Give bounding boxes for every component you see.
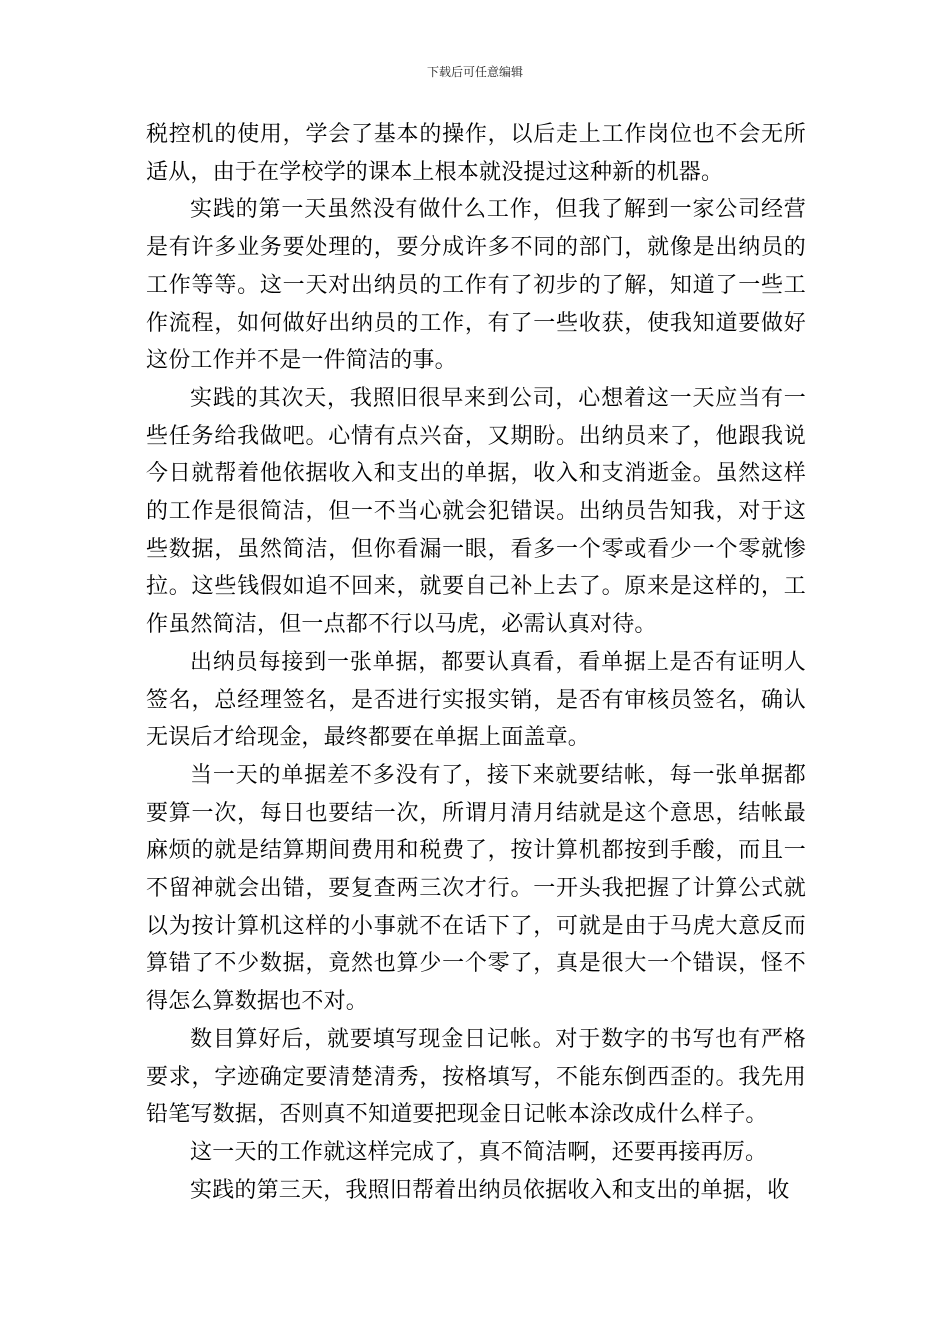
paragraph-1: 税控机的使用，学会了基本的操作，以后走上工作岗位也不会无所适从，由于在学校学的课本上根本就没提过这种新的机器。 xyxy=(146,122,806,185)
paragraph-4: 出纳员每接到一张单据，都要认真看，看单据上是否有证明人签名，总经理签名，是否进行实报实销，是否有审核员签名，确认无误后才给现金，最终都要在单据上面盖章。 xyxy=(146,649,806,751)
paragraph-5: 当一天的单据差不多没有了，接下来就要结帐，每一张单据都要算一次，每日也要结一次，所谓月清月结就是这个意思，结帐最麻烦的就是结算期间费用和税费了，按计算机都按到手酸，而且一不留神就会出错，要复查两三次才行。一开头我把握了计算公式就以为按计算机这样的小事就不在话下了，可就是由于马虎大意反而算错了不少数据，竟然也算少一个零了，真是很大一个错误，怪不得怎么算数据也不对。 xyxy=(146,762,806,1015)
document-body xyxy=(146,116,806,1209)
paragraph-6: 数目算好后，就要填写现金日记帐。对于数字的书写也有严格要求，字迹确定要清楚清秀，按格填写，不能东倒西歪的。我先用铅笔写数据，否则真不知道要把现金日记帐本涂改成什么样子。 xyxy=(146,1026,806,1128)
paragraph-3: 实践的其次天，我照旧很早来到公司，心想着这一天应当有一些任务给我做吧。心情有点兴奋，又期盼。出纳员来了，他跟我说今日就帮着他依据收入和支出的单据，收入和支消逝金。虽然这样的工作是很简洁，但一不当心就会犯错误。出纳员告知我，对于这些数据，虽然简洁，但你看漏一眼，看多一个零或看少一个零就惨拉。这些钱假如追不回来，就要自己补上去了。原来是这样的，工作虽然简洁，但一点都不行以马虎，必需认真对待。 xyxy=(146,385,806,638)
paragraph-8: 实践的第三天，我照旧帮着出纳员依据收入和支出的单据，收 xyxy=(190,1177,790,1203)
paragraph-7: 这一天的工作就这样完成了，真不简洁啊，还要再接再厉。 xyxy=(190,1139,768,1165)
page-header: 下载后可任意编辑 xyxy=(426,65,523,79)
paragraph-2: 实践的第一天虽然没有做什么工作，但我了解到一家公司经营是有许多业务要处理的，要分成许多不同的部门，就像是出纳员的工作等等。这一天对出纳员的工作有了初步的了解，知道了一些工作流程，如何做好出纳员的工作，有了一些收获，使我知道要做好这份工作并不是一件简洁的事。 xyxy=(146,197,806,374)
